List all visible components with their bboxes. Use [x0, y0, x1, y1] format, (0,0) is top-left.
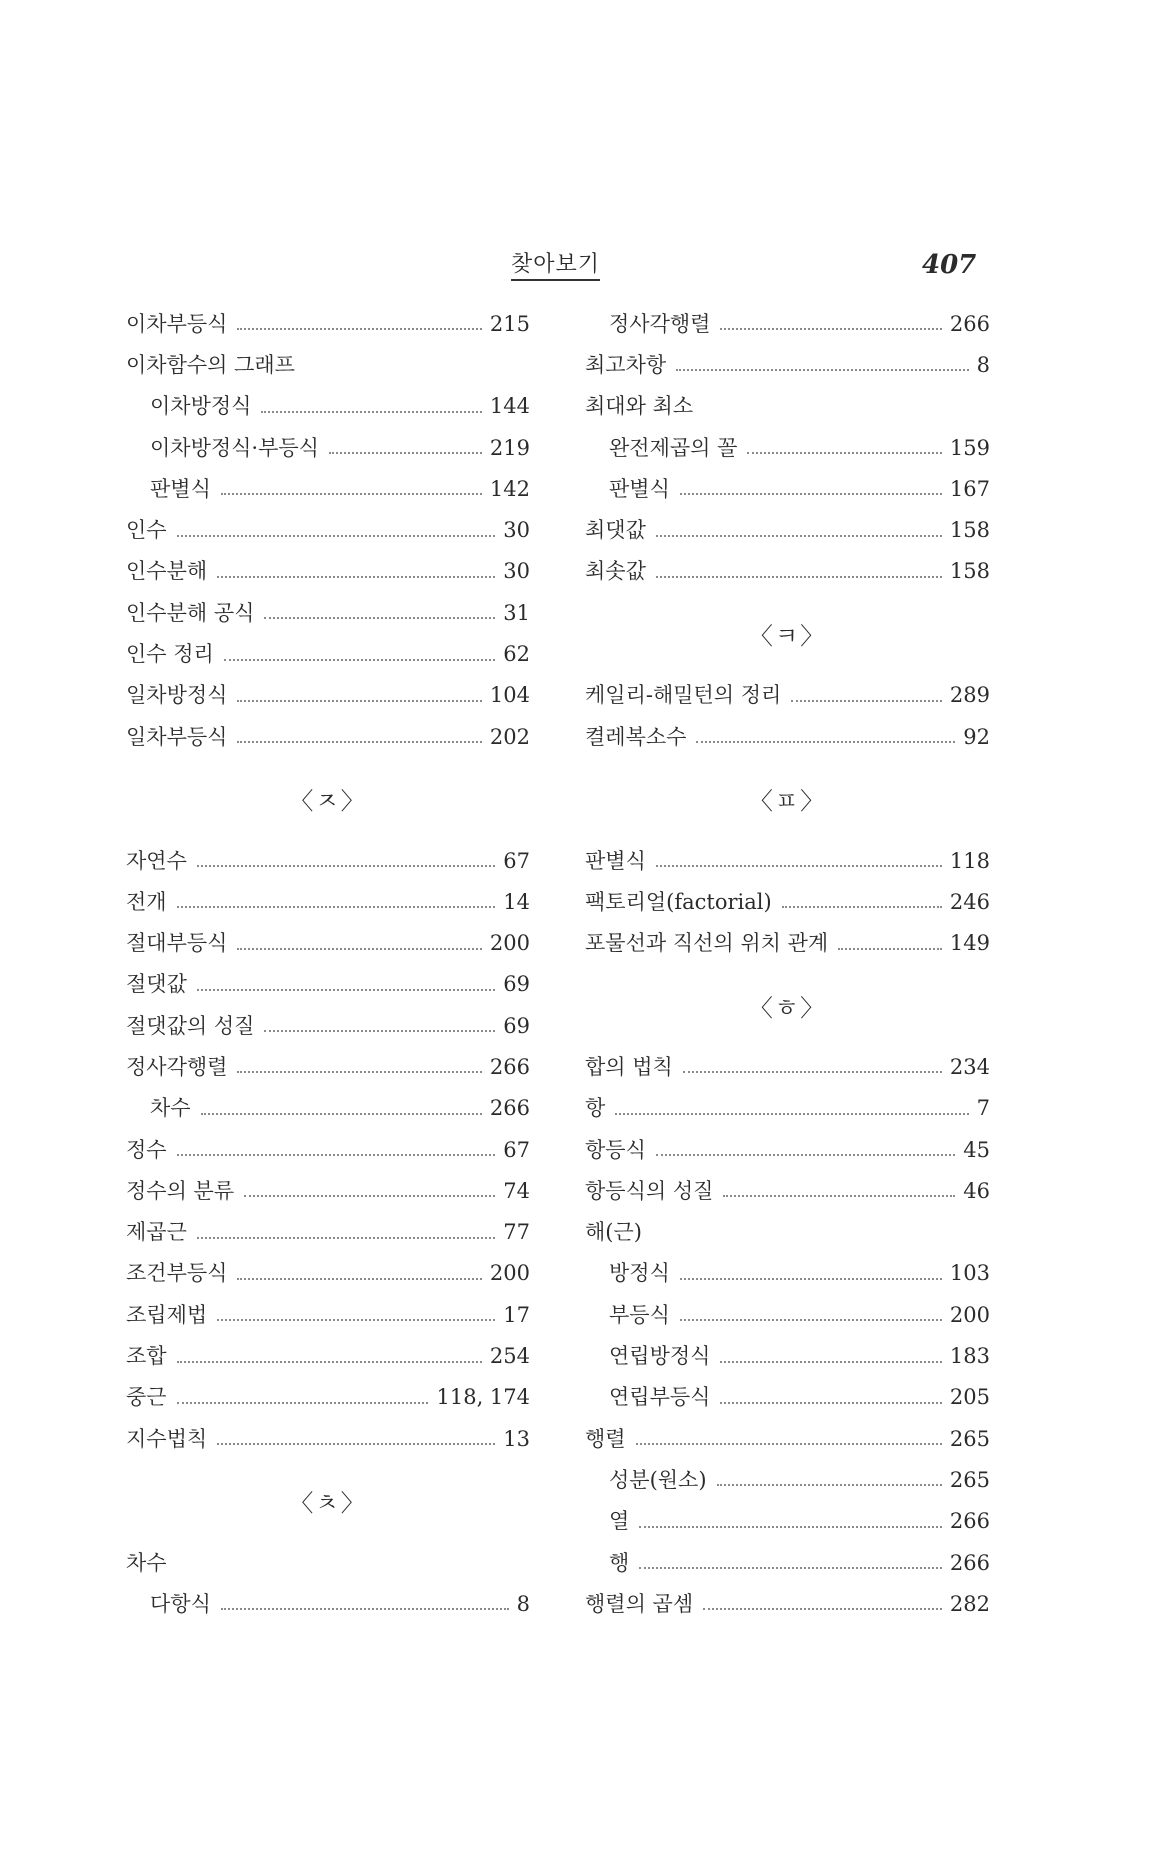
index-pages: 158 [949, 559, 990, 584]
dot-leader [217, 1318, 495, 1321]
index-pages: 266 [489, 1054, 530, 1079]
dot-leader [703, 1607, 942, 1610]
index-pages: 265 [949, 1426, 990, 1451]
page-header [0, 250, 1170, 284]
index-term: 연립부등식 [609, 1385, 711, 1410]
dot-leader [264, 616, 495, 619]
index-term: 연립방정식 [609, 1344, 711, 1369]
index-term: 항등식의 성질 [585, 1178, 714, 1203]
index-entry [585, 1583, 990, 1624]
index-subentry [126, 1583, 530, 1624]
index-term: 합의 법칙 [585, 1054, 673, 1079]
index-pages: 30 [503, 518, 530, 543]
index-term: 최고차항 [585, 352, 667, 377]
index-term: 최댓값 [585, 518, 646, 543]
dot-leader [237, 327, 481, 330]
dot-leader [656, 575, 942, 578]
dot-leader [680, 492, 942, 495]
index-entry [585, 716, 990, 757]
index-subentry [585, 303, 990, 344]
index-pages: 266 [489, 1096, 530, 1121]
dot-leader [177, 1360, 482, 1363]
index-term: 정사각행렬 [126, 1054, 228, 1079]
index-term: 이차함수의 그래프 [126, 352, 295, 377]
index-pages: 103 [949, 1261, 990, 1286]
index-pages: 74 [503, 1178, 530, 1203]
dot-leader [221, 1607, 509, 1610]
index-term: 최솟값 [585, 559, 646, 584]
dot-leader [615, 1112, 968, 1115]
index-entry [585, 344, 990, 385]
index-term: 전개 [126, 889, 167, 914]
index-term: 다항식 [150, 1591, 211, 1616]
index-entry [126, 1005, 530, 1046]
dot-leader [217, 1442, 495, 1445]
index-term: 성분(원소) [609, 1467, 707, 1492]
dot-leader [676, 368, 968, 371]
index-entry [126, 592, 530, 633]
index-term: 행 [609, 1550, 630, 1575]
section-heading-j: 〈ㅈ〉 [289, 787, 367, 816]
index-entry [585, 1170, 990, 1211]
page-title: 찾아보기 [511, 252, 600, 281]
index-term: 열 [609, 1509, 630, 1534]
index-term: 판별식 [609, 476, 670, 501]
index-column-left [126, 303, 530, 1625]
dot-leader [237, 1070, 481, 1073]
index-term: 인수 [126, 518, 167, 543]
index-term: 절대부등식 [126, 931, 228, 956]
index-entry [126, 840, 530, 881]
dot-leader [261, 410, 481, 413]
index-term: 켤레복소수 [585, 724, 687, 749]
index-entry [126, 716, 530, 757]
index-term: 정수 [126, 1137, 167, 1162]
dot-leader [244, 1194, 495, 1197]
dot-leader [639, 1525, 942, 1528]
index-term: 케일리-해밀턴의 정리 [585, 683, 782, 708]
dot-leader [720, 1401, 941, 1404]
index-entry [126, 1212, 530, 1253]
index-entry [126, 1335, 530, 1376]
dot-leader [656, 864, 942, 867]
index-pages: 104 [489, 683, 530, 708]
dot-leader [177, 1401, 429, 1404]
index-subentry [126, 468, 530, 509]
index-subentry [585, 1294, 990, 1335]
dot-leader [217, 575, 495, 578]
index-term: 판별식 [585, 848, 646, 873]
index-entry [126, 1253, 530, 1294]
index-pages: 45 [963, 1137, 990, 1162]
index-pages: 234 [949, 1054, 990, 1079]
index-pages: 118 [949, 848, 990, 873]
index-subentry [585, 1501, 990, 1542]
index-term: 일차방정식 [126, 683, 228, 708]
index-entry [126, 344, 530, 385]
index-pages: 246 [949, 889, 990, 914]
index-term: 자연수 [126, 848, 187, 873]
dot-leader [201, 1112, 482, 1115]
dot-leader [838, 947, 942, 950]
index-entry [126, 675, 530, 716]
index-subentry [585, 427, 990, 468]
dot-leader [717, 1483, 942, 1486]
index-pages: 202 [489, 724, 530, 749]
index-term: 항등식 [585, 1137, 646, 1162]
index-term: 인수 정리 [126, 642, 214, 667]
index-term: 중근 [126, 1385, 167, 1410]
index-term: 판별식 [150, 476, 211, 501]
index-term: 차수 [150, 1096, 191, 1121]
index-term: 부등식 [609, 1302, 670, 1327]
index-subentry [585, 1459, 990, 1500]
index-term: 조립제법 [126, 1302, 208, 1327]
index-term: 행렬 [585, 1426, 626, 1451]
dot-leader [197, 1236, 495, 1239]
index-term: 이차방정식 [150, 394, 252, 419]
section-heading-p: 〈ㅍ〉 [748, 787, 827, 816]
dot-leader [720, 1360, 941, 1363]
index-subentry [126, 427, 530, 468]
index-pages: 149 [949, 931, 990, 956]
index-pages: 92 [963, 724, 990, 749]
dot-leader [329, 451, 482, 454]
dot-leader [723, 1194, 955, 1197]
index-entry [585, 1046, 990, 1087]
dot-leader [782, 905, 942, 908]
index-pages: 77 [503, 1220, 530, 1245]
index-pages: 266 [949, 311, 990, 336]
index-entry [585, 1088, 990, 1129]
index-entry [585, 551, 990, 592]
index-pages: 46 [963, 1178, 990, 1203]
dot-leader [237, 947, 481, 950]
index-pages: 118, 174 [436, 1385, 530, 1410]
index-entry [126, 1294, 530, 1335]
index-entry [126, 303, 530, 344]
index-entry [585, 1212, 990, 1253]
index-entry [585, 1129, 990, 1170]
index-pages: 14 [503, 889, 530, 914]
dot-leader [197, 864, 495, 867]
dot-leader [221, 492, 482, 495]
index-term: 행렬의 곱셈 [585, 1591, 694, 1616]
index-subentry [126, 386, 530, 427]
dot-leader [177, 905, 496, 908]
index-entry [126, 881, 530, 922]
index-term: 인수분해 [126, 559, 208, 584]
index-pages: 7 [976, 1096, 990, 1121]
index-term: 일차부등식 [126, 724, 228, 749]
index-term: 완전제곱의 꼴 [609, 435, 738, 460]
index-entry [585, 840, 990, 881]
index-entry [585, 1418, 990, 1459]
index-pages: 205 [949, 1385, 990, 1410]
index-term: 차수 [126, 1550, 167, 1575]
index-entry [585, 386, 990, 427]
index-term: 지수법칙 [126, 1426, 208, 1451]
index-term: 방정식 [609, 1261, 670, 1286]
index-term: 포물선과 직선의 위치 관계 [585, 931, 829, 956]
index-entry [585, 509, 990, 550]
index-subentry [585, 1335, 990, 1376]
index-subentry [585, 1253, 990, 1294]
index-pages: 13 [503, 1426, 530, 1451]
index-entry [126, 509, 530, 550]
dot-leader [177, 1153, 496, 1156]
index-pages: 183 [949, 1344, 990, 1369]
index-entry [585, 881, 990, 922]
index-term: 절댓값의 성질 [126, 1013, 255, 1038]
section-heading-ch: 〈ㅊ〉 [289, 1489, 367, 1518]
dot-leader [237, 740, 481, 743]
index-subentry [585, 1377, 990, 1418]
index-entry [585, 675, 990, 716]
dot-leader [656, 534, 942, 537]
dot-leader [197, 988, 495, 991]
index-term: 제곱근 [126, 1220, 187, 1245]
index-pages: 167 [949, 476, 990, 501]
index-term: 인수분해 공식 [126, 600, 255, 625]
index-pages: 266 [949, 1550, 990, 1575]
page-number: 407 [922, 250, 977, 280]
index-pages: 31 [503, 600, 530, 625]
index-pages: 17 [503, 1302, 530, 1327]
index-term: 정수의 분류 [126, 1178, 235, 1203]
index-entry [126, 633, 530, 674]
dot-leader [177, 534, 496, 537]
index-entry [126, 1170, 530, 1211]
index-entry [126, 1129, 530, 1170]
index-pages: 8 [976, 352, 990, 377]
index-pages: 158 [949, 518, 990, 543]
dot-leader [720, 327, 941, 330]
dot-leader [237, 1277, 481, 1280]
index-pages: 69 [503, 972, 530, 997]
dot-leader [791, 699, 942, 702]
index-entry [126, 1377, 530, 1418]
dot-leader [683, 1070, 942, 1073]
index-entry [126, 551, 530, 592]
index-term: 해(근) [585, 1220, 642, 1245]
index-pages: 282 [949, 1591, 990, 1616]
index-subentry [585, 1542, 990, 1583]
dot-leader [696, 740, 955, 743]
index-entry [126, 1418, 530, 1459]
index-subentry [126, 1088, 530, 1129]
index-pages: 62 [503, 642, 530, 667]
dot-leader [237, 699, 481, 702]
index-pages: 67 [503, 1137, 530, 1162]
index-pages: 200 [949, 1302, 990, 1327]
index-subentry [585, 468, 990, 509]
index-term: 이차부등식 [126, 311, 228, 336]
dot-leader [747, 451, 942, 454]
index-pages: 219 [489, 435, 530, 460]
index-pages: 69 [503, 1013, 530, 1038]
index-pages: 265 [949, 1467, 990, 1492]
index-pages: 67 [503, 848, 530, 873]
dot-leader [639, 1566, 942, 1569]
index-pages: 144 [489, 394, 530, 419]
index-pages: 289 [949, 683, 990, 708]
dot-leader [680, 1277, 942, 1280]
index-pages: 200 [489, 1261, 530, 1286]
index-pages: 215 [489, 311, 530, 336]
dot-leader [636, 1442, 942, 1445]
index-term: 팩토리얼(factorial) [585, 889, 772, 914]
index-term: 정사각행렬 [609, 311, 711, 336]
index-pages: 30 [503, 559, 530, 584]
index-entry [126, 1542, 530, 1583]
index-entry [126, 1046, 530, 1087]
section-heading-k: 〈ㅋ〉 [748, 621, 827, 650]
index-entry [126, 964, 530, 1005]
index-term: 조건부등식 [126, 1261, 228, 1286]
dot-leader [656, 1153, 955, 1156]
index-term: 이차방정식·부등식 [150, 435, 319, 460]
index-term: 조합 [126, 1344, 167, 1369]
index-pages: 142 [489, 476, 530, 501]
index-entry [126, 922, 530, 963]
index-column-right [585, 303, 990, 1625]
dot-leader [680, 1318, 942, 1321]
index-pages: 200 [489, 931, 530, 956]
index-pages: 159 [949, 435, 990, 460]
section-heading-h: 〈ㅎ〉 [748, 993, 827, 1022]
index-pages: 8 [516, 1591, 530, 1616]
index-pages: 254 [489, 1344, 530, 1369]
index-term: 항 [585, 1096, 606, 1121]
index-entry [585, 922, 990, 963]
dot-leader [224, 658, 495, 661]
index-pages: 266 [949, 1509, 990, 1534]
index-term: 절댓값 [126, 972, 187, 997]
dot-leader [264, 1029, 495, 1032]
index-term: 최대와 최소 [585, 394, 694, 419]
